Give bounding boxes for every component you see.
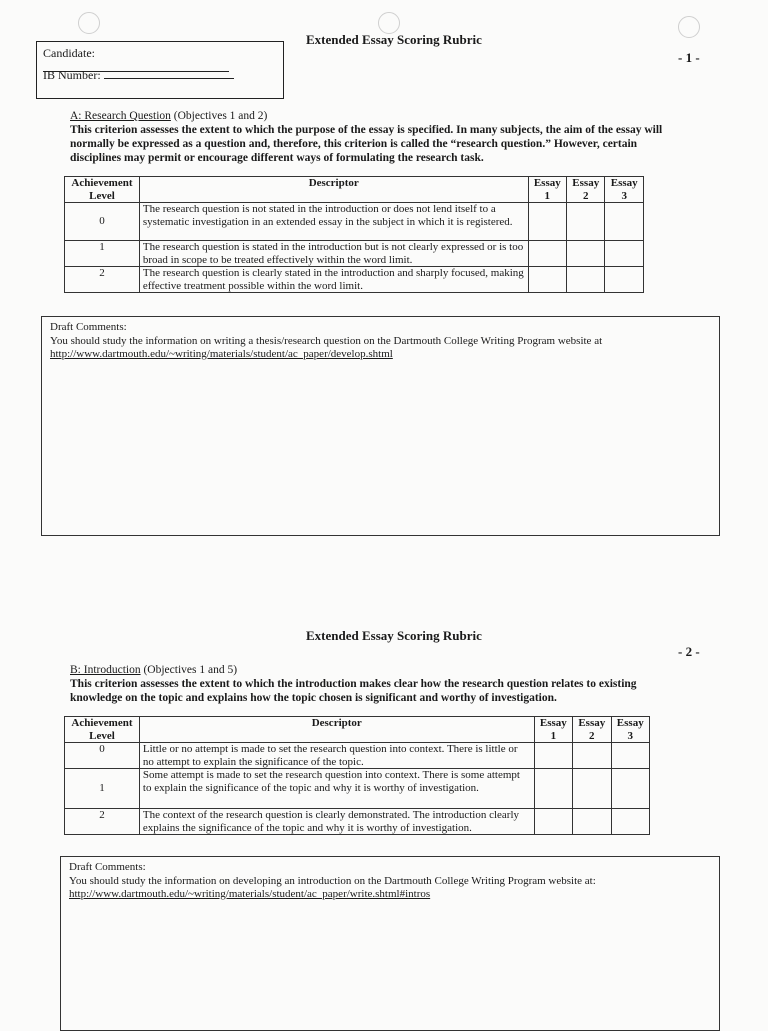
essay-2-score-cell[interactable] [573,809,611,835]
descriptor-cell: Some attempt is made to set the research question into context. There is some attempt to explain the significance of the topic and why it is worthy of investigation. [139,769,534,809]
essay-2-score-cell[interactable] [567,203,605,241]
essay-1-score-cell[interactable] [528,203,566,241]
essay-3-score-cell[interactable] [611,769,649,809]
header-descriptor: Descriptor [139,177,528,203]
table-row [65,241,644,267]
page-title: Extended Essay Scoring Rubric [306,32,482,47]
header-essay-1: Essay 1 [528,177,566,203]
table-row [65,267,644,293]
header-achievement-level: Achievement Level [65,177,140,203]
candidate-info-box [36,41,284,99]
essay-1-score-cell[interactable] [528,241,566,267]
header-achievement-level: Achievement Level [65,717,140,743]
level-cell: 2 [65,267,140,293]
essay-3-score-cell[interactable] [605,203,644,241]
draft-comments-label: Draft Comments: [69,861,146,873]
essay-1-score-cell[interactable] [528,267,566,293]
draft-comments-text: You should study the information on developing an introduction on the Dartmouth College Writing Program website at: [69,874,596,887]
descriptor-cell: The research question is clearly stated in the introduction and sharply focused, making effective treatment possible within the word limit. [139,267,528,293]
page-number: - 1 - [678,50,700,65]
essay-1-score-cell[interactable] [534,809,572,835]
essay-1-score-cell[interactable] [534,769,572,809]
essay-3-score-cell[interactable] [611,743,649,769]
punch-hole-center [378,12,400,34]
header-descriptor: Descriptor [139,717,534,743]
draft-comments-box[interactable] [60,856,720,1031]
essay-3-score-cell[interactable] [611,809,649,835]
essay-2-score-cell[interactable] [573,769,611,809]
level-cell: 2 [65,809,140,835]
criterion-heading: A: Research Question [70,110,171,122]
ib-number-label: IB Number: [43,68,101,82]
draft-comments-text: You should study the information on writing a thesis/research question on the Dartmouth College Writing Program website at [50,334,603,347]
criterion-objectives: (Objectives 1 and 2) [170,110,268,122]
essay-2-score-cell[interactable] [573,743,611,769]
table-header-row [65,177,644,203]
punch-hole-left [78,12,100,34]
draft-comments-label: Draft Comments: [50,321,127,333]
level-cell: 0 [65,203,140,241]
table-row [65,203,644,241]
essay-1-score-cell[interactable] [534,743,572,769]
draft-comments-link[interactable]: http://www.dartmouth.edu/~writing/materials/student/ac_paper/write.shtml#intros [69,888,431,900]
table-row [65,769,650,809]
descriptor-cell: The research question is not stated in the introduction or does not lend itself to a systematic investigation in an extended essay in the subject in which it is registered. [139,203,528,241]
header-essay-1: Essay 1 [534,717,572,743]
draft-comments-link[interactable]: http://www.dartmouth.edu/~writing/materials/student/ac_paper/develop.shtml [50,348,393,360]
header-essay-3: Essay 3 [611,717,649,743]
header-essay-2: Essay 2 [567,177,605,203]
level-cell: 0 [65,743,140,769]
page-title: Extended Essay Scoring Rubric [306,628,482,643]
criterion-b [70,663,690,705]
table-row [65,809,650,835]
essay-2-score-cell[interactable] [567,267,605,293]
punch-hole-right [678,16,700,38]
page-number: - 2 - [678,644,700,659]
rubric-table-a [64,176,644,293]
criterion-a [70,109,690,165]
criterion-description: This criterion assesses the extent to which the purpose of the essay is specified. In many subjects, the aim of the essay will normally be expressed as a question and, therefore, this criterion is called the “research question.” However, certain disciplines may permit or encourage different ways of formulating the research task. [70,124,663,164]
essay-3-score-cell[interactable] [605,241,644,267]
criterion-heading: B: Introduction [70,664,141,676]
essay-2-score-cell[interactable] [567,241,605,267]
essay-3-score-cell[interactable] [605,267,644,293]
criterion-objectives: (Objectives 1 and 5) [140,664,238,676]
ib-number-field[interactable] [104,68,234,79]
rubric-table-b [64,716,650,835]
level-cell: 1 [65,769,140,809]
table-row [65,743,650,769]
draft-comments-box[interactable] [41,316,720,536]
level-cell: 1 [65,241,140,267]
header-essay-3: Essay 3 [605,177,644,203]
descriptor-cell: The context of the research question is clearly demonstrated. The introduction clearly explains the significance of the topic and why it is worthy of investigation. [139,809,534,835]
criterion-description: This criterion assesses the extent to which the introduction makes clear how the research question relates to existing knowledge on the topic and explains how the topic chosen is significant and worthy of investigation. [70,678,637,704]
header-essay-2: Essay 2 [573,717,611,743]
descriptor-cell: The research question is stated in the introduction but is not clearly expressed or is too broad in scope to be treated effectively within the word limit. [139,241,528,267]
candidate-label: Candidate: [43,46,95,60]
table-header-row [65,717,650,743]
descriptor-cell: Little or no attempt is made to set the research question into context. There is little or no attempt to explain the significance of the topic. [139,743,534,769]
